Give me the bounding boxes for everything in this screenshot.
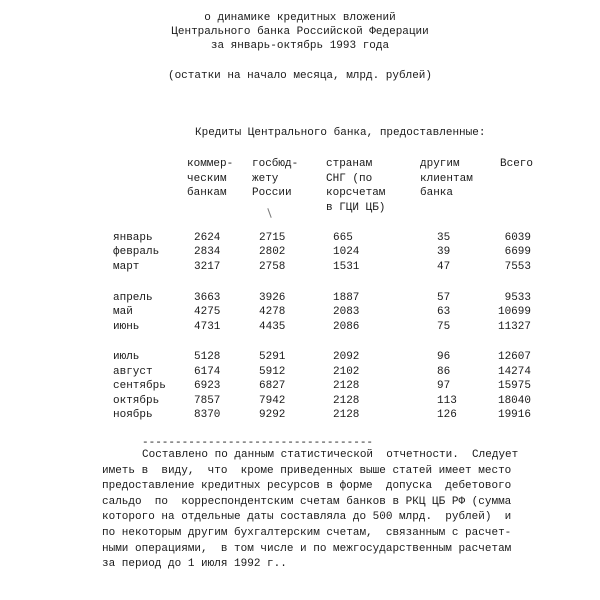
value-cell: 1024 <box>333 246 360 258</box>
value-cell: 7942 <box>259 395 286 407</box>
value-cell: 47 <box>437 261 451 273</box>
table-row <box>0 379 600 393</box>
value-cell: 6699 <box>504 246 531 258</box>
value-cell: 113 <box>437 395 457 407</box>
pen-mark <box>267 208 271 218</box>
value-cell: 2834 <box>194 246 221 258</box>
column-header-cis-countries <box>326 157 385 215</box>
column-header-commercial-banks <box>187 157 233 201</box>
value-cell: 3217 <box>194 261 221 273</box>
column-header-line: корсчетам <box>326 187 386 199</box>
value-cell: 14274 <box>497 366 531 378</box>
value-cell: 19916 <box>497 409 531 421</box>
value-cell: 5912 <box>259 366 286 378</box>
value-cell: 5291 <box>259 351 286 363</box>
value-cell: 5128 <box>194 351 221 363</box>
value-cell: 2092 <box>333 351 360 363</box>
value-cell: 10699 <box>497 306 531 318</box>
footnote-line: ными операциями, в том числе и по межгосударственным расчетам <box>102 542 512 555</box>
value-cell: 57 <box>437 292 451 304</box>
month-label: май <box>113 306 133 318</box>
month-label: октябрь <box>113 395 160 407</box>
column-header-state-budget <box>252 157 298 201</box>
value-cell: 9292 <box>259 409 286 421</box>
footnote-line: которого на отдельные даты составляла до 500 млрд. рублей) и <box>102 511 512 524</box>
value-cell: 2715 <box>259 232 286 244</box>
month-label: февраль <box>113 246 160 258</box>
value-cell: 97 <box>437 380 451 392</box>
column-header-other-clients <box>420 157 473 201</box>
table-row <box>0 260 600 274</box>
footnote-line: иметь в виду, что кроме приведенных выше статей имеет место <box>102 464 512 477</box>
value-cell: 39 <box>437 246 451 258</box>
value-cell: 126 <box>437 409 457 421</box>
month-label: июль <box>113 351 140 363</box>
value-cell: 2624 <box>194 232 221 244</box>
column-header-line: России <box>252 187 292 199</box>
units-note: (остатки на начало месяца, млрд. рублей) <box>167 70 433 82</box>
value-cell: 35 <box>437 232 451 244</box>
value-cell: 7553 <box>504 261 531 273</box>
value-cell: 2086 <box>333 321 360 333</box>
column-header-line: клиентам <box>420 172 473 185</box>
month-label: январь <box>113 232 153 244</box>
footnote-text <box>102 448 562 573</box>
footnote-line: за период до 1 июля 1992 г.. <box>102 558 287 571</box>
month-label: ноябрь <box>113 409 153 421</box>
month-label: март <box>113 261 140 273</box>
table-row <box>0 231 600 245</box>
column-header-total <box>500 157 533 172</box>
value-cell: 96 <box>437 351 451 363</box>
month-label: апрель <box>113 292 153 304</box>
table-row <box>0 245 600 259</box>
column-header-line: странам <box>326 158 373 170</box>
column-header-line: жету <box>252 172 279 185</box>
value-cell: 2102 <box>333 366 360 378</box>
value-cell: 665 <box>333 232 353 244</box>
table-row <box>0 291 600 305</box>
column-header-line: СНГ (по <box>326 172 373 185</box>
value-cell: 4275 <box>194 306 221 318</box>
value-cell: 9533 <box>504 292 531 304</box>
value-cell: 2758 <box>259 261 286 273</box>
value-cell: 15975 <box>497 380 531 392</box>
column-header-line: ческим <box>187 172 227 185</box>
table-row <box>0 365 600 379</box>
value-cell: 2802 <box>259 246 286 258</box>
value-cell: 4278 <box>259 306 286 318</box>
column-header-line: коммер- <box>187 158 234 170</box>
footnote-line: предоставление кредитных ресурсов в форме допуска дебетового <box>102 480 512 493</box>
month-label: август <box>113 366 153 378</box>
table-row <box>0 350 600 364</box>
value-cell: 1887 <box>333 292 360 304</box>
header-line-3: за январь-октябрь 1993 года <box>210 40 390 52</box>
value-cell: 3663 <box>194 292 221 304</box>
value-cell: 4435 <box>259 321 286 333</box>
value-cell: 3926 <box>259 292 286 304</box>
footnote-rule: ----------------------------------- <box>142 437 374 449</box>
value-cell: 6174 <box>194 366 221 378</box>
table-row <box>0 394 600 408</box>
table-row <box>0 408 600 422</box>
value-cell: 2128 <box>333 395 360 407</box>
column-header-line: банкам <box>187 187 227 199</box>
value-cell: 86 <box>437 366 451 378</box>
value-cell: 7857 <box>194 395 221 407</box>
footnote-line: Составлено по данным статистической отчетности. Следует <box>142 449 519 461</box>
value-cell: 11327 <box>497 321 531 333</box>
value-cell: 12607 <box>497 351 531 363</box>
value-cell: 18040 <box>497 395 531 407</box>
month-label: июнь <box>113 321 140 333</box>
value-cell: 8370 <box>194 409 221 421</box>
value-cell: 6827 <box>259 380 286 392</box>
table-title: Кредиты Центрального банка, предоставленные: <box>195 127 486 139</box>
value-cell: 4731 <box>194 321 221 333</box>
month-label: сентябрь <box>113 380 166 392</box>
column-header-line: Всего <box>500 158 534 170</box>
header-line-2: Центрального банка Российской Федерации <box>171 26 429 38</box>
header-line-1: о динамике кредитных вложений <box>204 12 396 24</box>
table-row <box>0 320 600 334</box>
value-cell: 75 <box>437 321 451 333</box>
column-header-line: госбюд- <box>252 158 299 170</box>
column-header-line: в ГЦИ ЦБ) <box>326 201 386 214</box>
value-cell: 63 <box>437 306 451 318</box>
value-cell: 2128 <box>333 380 360 392</box>
value-cell: 2083 <box>333 306 360 318</box>
value-cell: 2128 <box>333 409 360 421</box>
column-header-line: другим <box>420 158 460 170</box>
value-cell: 6039 <box>504 232 531 244</box>
footnote-line: по некоторым другим бухгалтерским счетам, связанным с расчет- <box>102 526 512 539</box>
table-row <box>0 305 600 319</box>
value-cell: 1531 <box>333 261 360 273</box>
column-header-line: банка <box>420 187 454 199</box>
document-header <box>0 11 600 53</box>
footnote-line: сальдо по корреспондентским счетам банков в РКЦ ЦБ РФ (сумма <box>102 495 512 508</box>
value-cell: 6923 <box>194 380 221 392</box>
